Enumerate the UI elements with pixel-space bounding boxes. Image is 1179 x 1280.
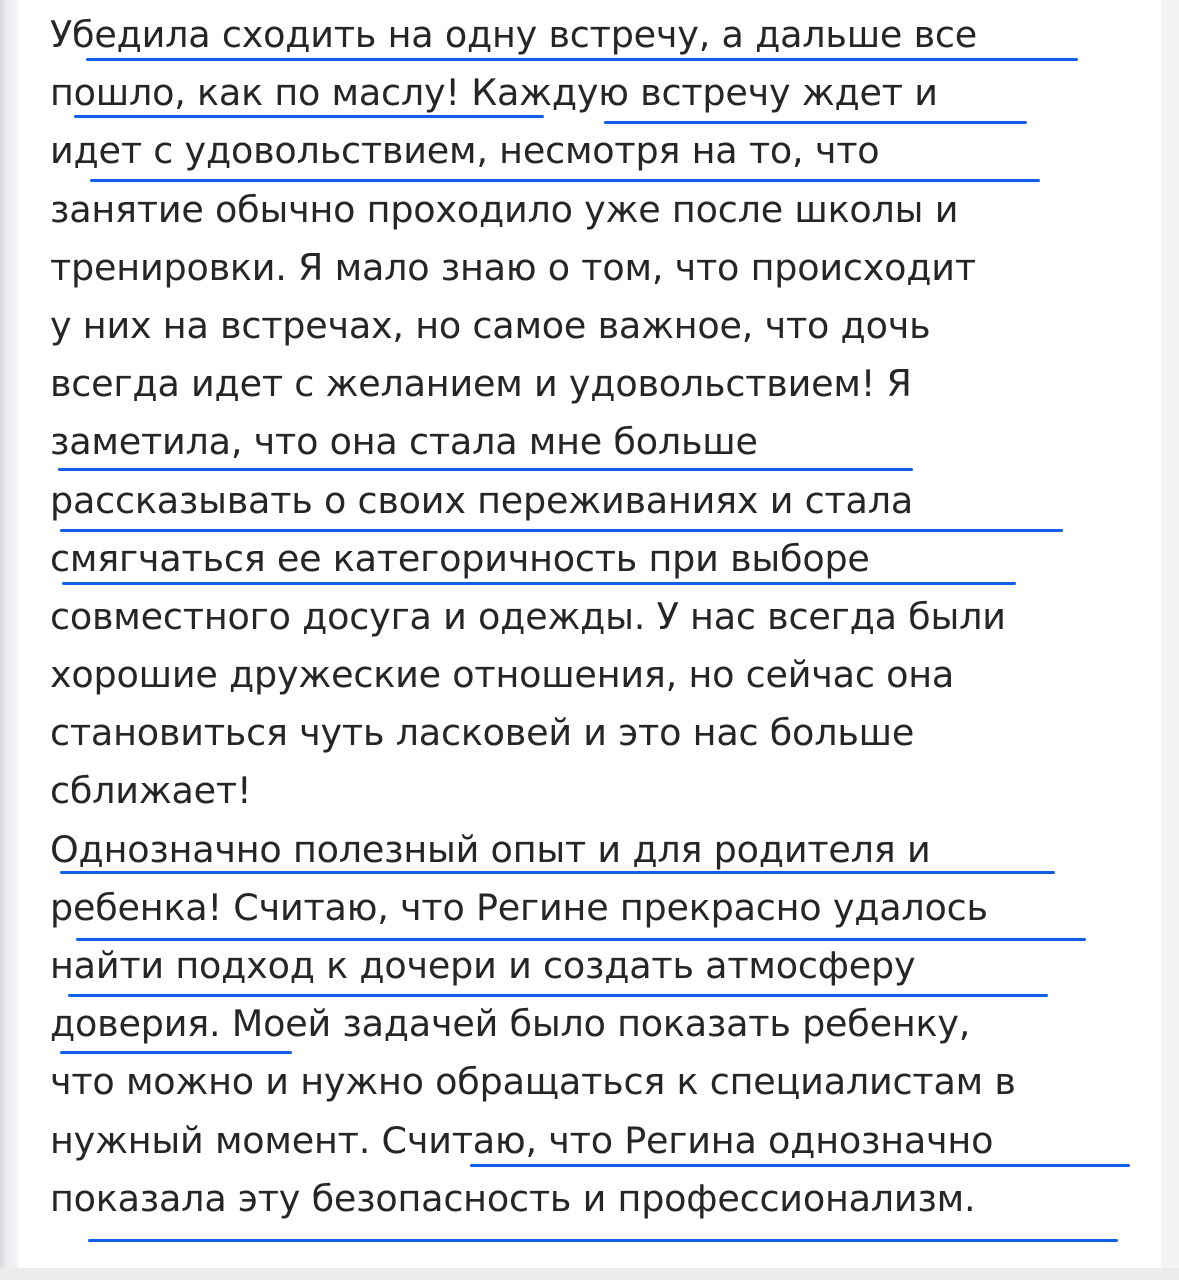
- highlight-underline: [76, 938, 1086, 941]
- review-line: пошло, как по маслу! Каждую встречу ждет и: [50, 71, 938, 115]
- highlight-underline: [60, 1051, 292, 1054]
- review-line: идет с удовольствием, несмотря на то, что: [50, 129, 880, 173]
- review-line: совместного досуга и одежды. У нас всегда были: [50, 594, 1006, 638]
- review-line: нужный момент. Считаю, что Регина однозначно: [50, 1118, 994, 1162]
- review-text: [50, 6, 1160, 1228]
- review-line: рассказывать о своих переживаниях и стала: [50, 478, 914, 522]
- review-line: занятие обычно проходило уже после школы и: [50, 187, 959, 231]
- highlight-underline: [604, 121, 1027, 124]
- highlight-underline: [58, 468, 913, 471]
- review-line: становиться чуть ласковей и это нас больше: [50, 711, 915, 755]
- review-line: найти подход к дочери и создать атмосферу: [50, 944, 916, 987]
- review-line: показала эту безопасность и профессионализм.: [50, 1176, 976, 1220]
- highlight-underline: [60, 871, 1055, 874]
- review-line: тренировки. Я мало знаю о том, что происходит: [50, 245, 976, 289]
- review-line: всегда идет с желанием и удовольствием! Я: [50, 362, 912, 406]
- review-line: у них на встречах, но самое важное, что дочь: [50, 303, 931, 347]
- review-line: Убедила сходить на одну встречу, а дальше все: [50, 13, 978, 56]
- review-line: заметила, что она стала мне больше: [50, 420, 758, 464]
- review-line: ребенка! Считаю, что Регине прекрасно удалось: [50, 885, 988, 929]
- highlight-underline: [470, 1164, 1130, 1167]
- highlight-underline: [62, 582, 1016, 585]
- highlight-underline: [68, 994, 1048, 997]
- highlight-underline: [86, 58, 1078, 61]
- review-line: смягчаться ее категоричность при выборе: [50, 536, 870, 580]
- page-bottom-edge: [0, 1268, 1179, 1280]
- highlight-underline: [60, 529, 1063, 532]
- page-left-shadow: [0, 0, 18, 1280]
- review-line: хорошие дружеские отношения, но сейчас она: [50, 653, 955, 697]
- review-line: Однозначно полезный опыт и для родителя и: [50, 827, 931, 871]
- review-line: сближает!: [50, 769, 252, 813]
- highlight-underline: [74, 115, 544, 118]
- review-line: доверия. Моей задачей было показать ребенку,: [50, 1002, 971, 1046]
- highlight-underline: [88, 1239, 1118, 1242]
- highlight-underline: [90, 179, 1040, 182]
- review-line: что можно и нужно обращаться к специалистам в: [50, 1060, 1016, 1104]
